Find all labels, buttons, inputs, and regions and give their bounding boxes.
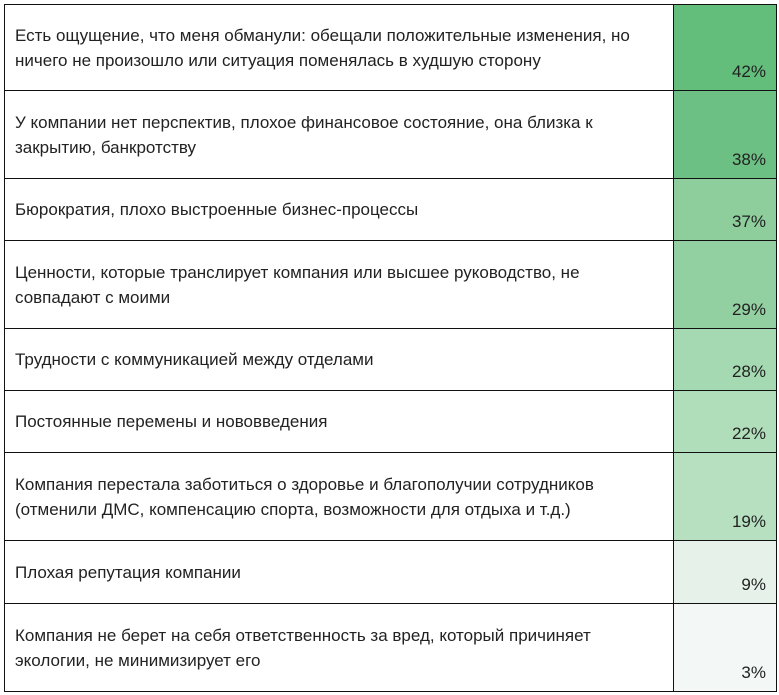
reason-label: Трудности с коммуникацией между отделами — [5, 329, 674, 391]
table-row — [5, 541, 777, 604]
reason-label: Компания не берет на себя ответственность за вред, который причиняет экологии, не минимизирует его — [5, 604, 674, 692]
reason-label: Постоянные перемены и нововведения — [5, 391, 674, 453]
table-row — [5, 241, 777, 329]
reason-label: Ценности, которые транслирует компания или высшее руководство, не совпадают с моими — [5, 241, 674, 329]
reason-percent: 28% — [673, 329, 776, 391]
table-row — [5, 179, 777, 241]
reason-label: Есть ощущение, что меня обманули: обещали положительные изменения, но ничего не произошло или ситуация поменялась в худшую сторону — [5, 5, 674, 91]
reason-percent: 38% — [673, 91, 776, 179]
reason-label: У компании нет перспектив, плохое финансовое состояние, она близка к закрытию, банкротству — [5, 91, 674, 179]
reason-percent: 42% — [673, 5, 776, 91]
table-row — [5, 5, 777, 91]
table-row — [5, 329, 777, 391]
reason-label: Плохая репутация компании — [5, 541, 674, 604]
reason-label: Компания перестала заботиться о здоровье и благополучии сотрудников (отменили ДМС, компенсацию спорта, возможности для отдыха и т.д.) — [5, 453, 674, 541]
reasons-table — [4, 4, 777, 692]
table-row — [5, 453, 777, 541]
reason-percent: 3% — [673, 604, 776, 692]
reason-percent: 9% — [673, 541, 776, 604]
reason-percent: 22% — [673, 391, 776, 453]
table-row — [5, 91, 777, 179]
reason-percent: 29% — [673, 241, 776, 329]
table-row — [5, 604, 777, 692]
reason-percent: 37% — [673, 179, 776, 241]
reason-label: Бюрократия, плохо выстроенные бизнес-процессы — [5, 179, 674, 241]
table-row — [5, 391, 777, 453]
reason-percent: 19% — [673, 453, 776, 541]
